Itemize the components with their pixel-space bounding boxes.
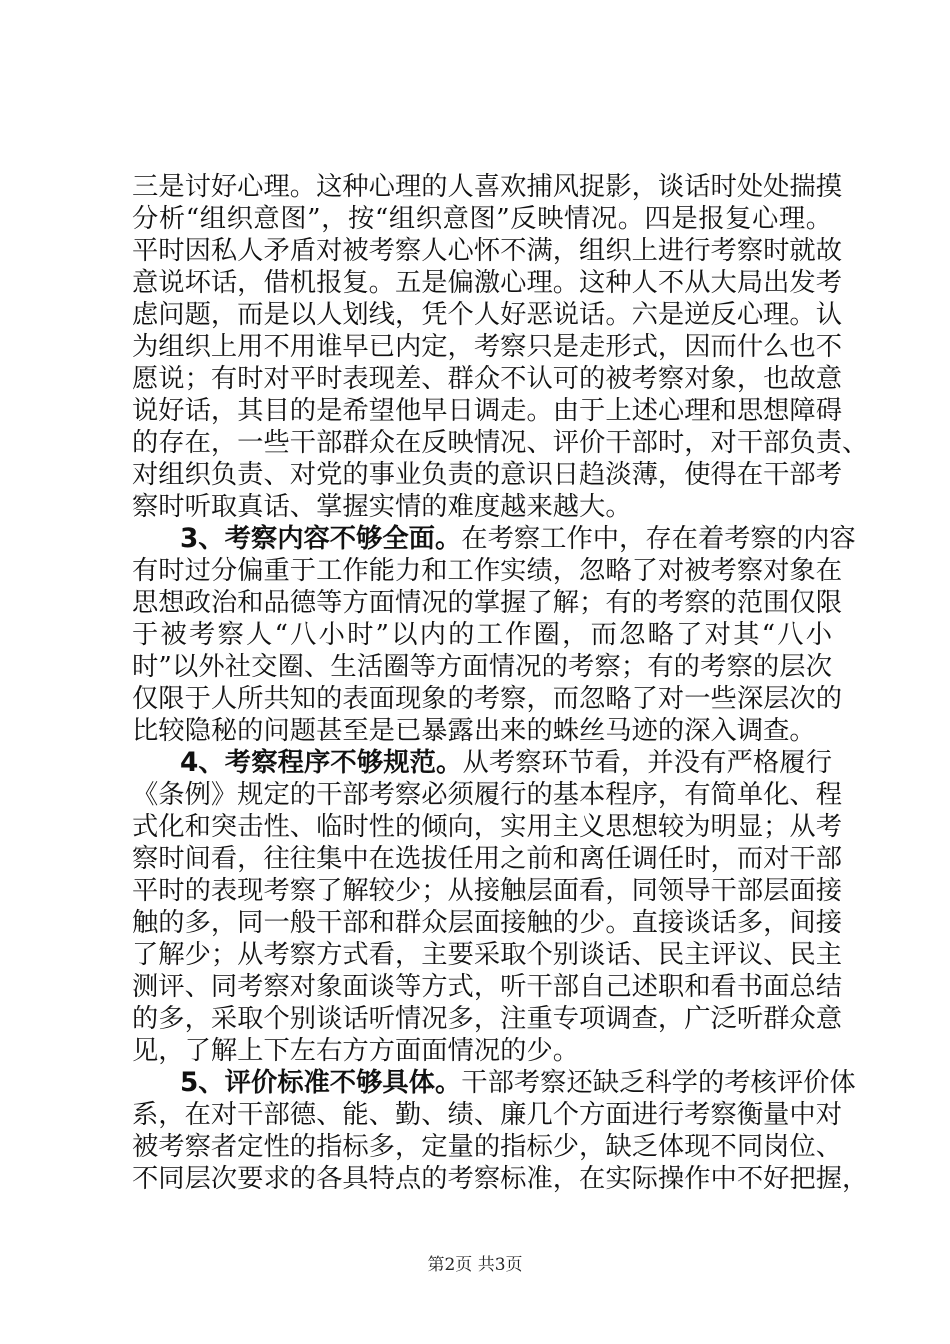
text-line: 系，在对干部德、能、勤、绩、廉几个方面进行考察衡量中对	[132, 1100, 843, 1130]
section-4-heading: 4、考察程序不够规范。	[180, 748, 463, 778]
section-5-heading: 5、评价标准不够具体。	[180, 1068, 462, 1098]
text-line: 思想政治和品德等方面情况的掌握了解；有的考察的范围仅限	[132, 588, 843, 618]
text-line: 仅限于人所共知的表面现象的考察，而忽略了对一些深层次的	[132, 684, 843, 714]
text-line: 察时间看，往往集中在选拔任用之前和离任调任时，而对干部	[132, 844, 843, 874]
text-line: 不同层次要求的各具特点的考察标准，在实际操作中不好把握，	[132, 1164, 869, 1194]
page-footer	[0, 1250, 950, 1275]
text-line: 分析“组织意图”，按“组织意图”反映情况。四是报复心理。	[132, 204, 832, 234]
section-5-first-text: 干部考察还缺乏科学的考核评价体	[461, 1068, 856, 1098]
text-line: 平时因私人矛盾对被考察人心怀不满，组织上进行考察时就故	[132, 236, 843, 266]
text-line: 时”以外社交圈、生活圈等方面情况的考察；有的考察的层次	[132, 652, 832, 682]
text-line: 平时的表现考察了解较少；从接触层面看，同领导干部层面接	[132, 876, 843, 906]
text-line: 见，了解上下左右方方面面情况的少。	[132, 1036, 580, 1066]
text-line: 的多，采取个别谈话听情况多，注重专项调查，广泛听群众意	[132, 1004, 843, 1034]
text-line: 的存在，一些干部群众在反映情况、评价干部时，对干部负责、	[132, 428, 869, 458]
section-3-heading: 3、考察内容不够全面。	[180, 524, 462, 554]
text-line: 于被考察人“八小时”以内的工作圈，而忽略了对其“八小	[132, 620, 832, 650]
page-number-label: 第2页 共3页	[427, 1255, 523, 1275]
section-3-first-line	[180, 523, 856, 555]
text-line: 为组织上用不用谁早已内定，考察只是走形式，因而什么也不	[132, 332, 843, 362]
text-line: 三是讨好心理。这种心理的人喜欢捕风捉影，谈话时处处揣摸	[132, 172, 843, 202]
text-line: 测评、同考察对象面谈等方式，听干部自己述职和看书面总结	[132, 972, 843, 1002]
text-line: 触的多，同一般干部和群众层面接触的少。直接谈话多，间接	[132, 908, 843, 938]
text-line: 对组织负责、对党的事业负责的意识日趋淡薄，使得在干部考	[132, 460, 843, 490]
text-line: 虑问题，而是以人划线，凭个人好恶说话。六是逆反心理。认	[132, 300, 843, 330]
text-line: 有时过分偏重于工作能力和工作实绩，忽略了对被考察对象在	[132, 556, 843, 586]
text-line: 了解少；从考察方式看，主要采取个别谈话、民主评议、民主	[132, 940, 843, 970]
section-4-first-line	[180, 747, 832, 779]
text-line: 比较隐秘的问题甚至是已暴露出来的蛛丝马迹的深入调查。	[132, 716, 816, 746]
text-line: 察时听取真话、掌握实情的难度越来越大。	[132, 492, 632, 522]
text-line: 《条例》规定的干部考察必须履行的基本程序，有简单化、程	[132, 780, 843, 810]
text-line: 式化和突击性、临时性的倾向，实用主义思想较为明显；从考	[132, 812, 843, 842]
section-5-first-line	[180, 1067, 856, 1099]
text-line: 意说坏话，借机报复。五是偏激心理。这种人不从大局出发考	[132, 268, 843, 298]
section-3-first-text: 在考察工作中，存在着考察的内容	[461, 524, 856, 554]
text-line: 被考察者定性的指标多，定量的指标少，缺乏体现不同岗位、	[132, 1132, 843, 1162]
section-4-first-text: 从考察环节看，并没有严格履行	[462, 748, 832, 778]
text-line: 愿说；有时对平时表现差、群众不认可的被考察对象，也故意	[132, 364, 843, 394]
text-line: 说好话，其目的是希望他早日调走。由于上述心理和思想障碍	[132, 396, 843, 426]
